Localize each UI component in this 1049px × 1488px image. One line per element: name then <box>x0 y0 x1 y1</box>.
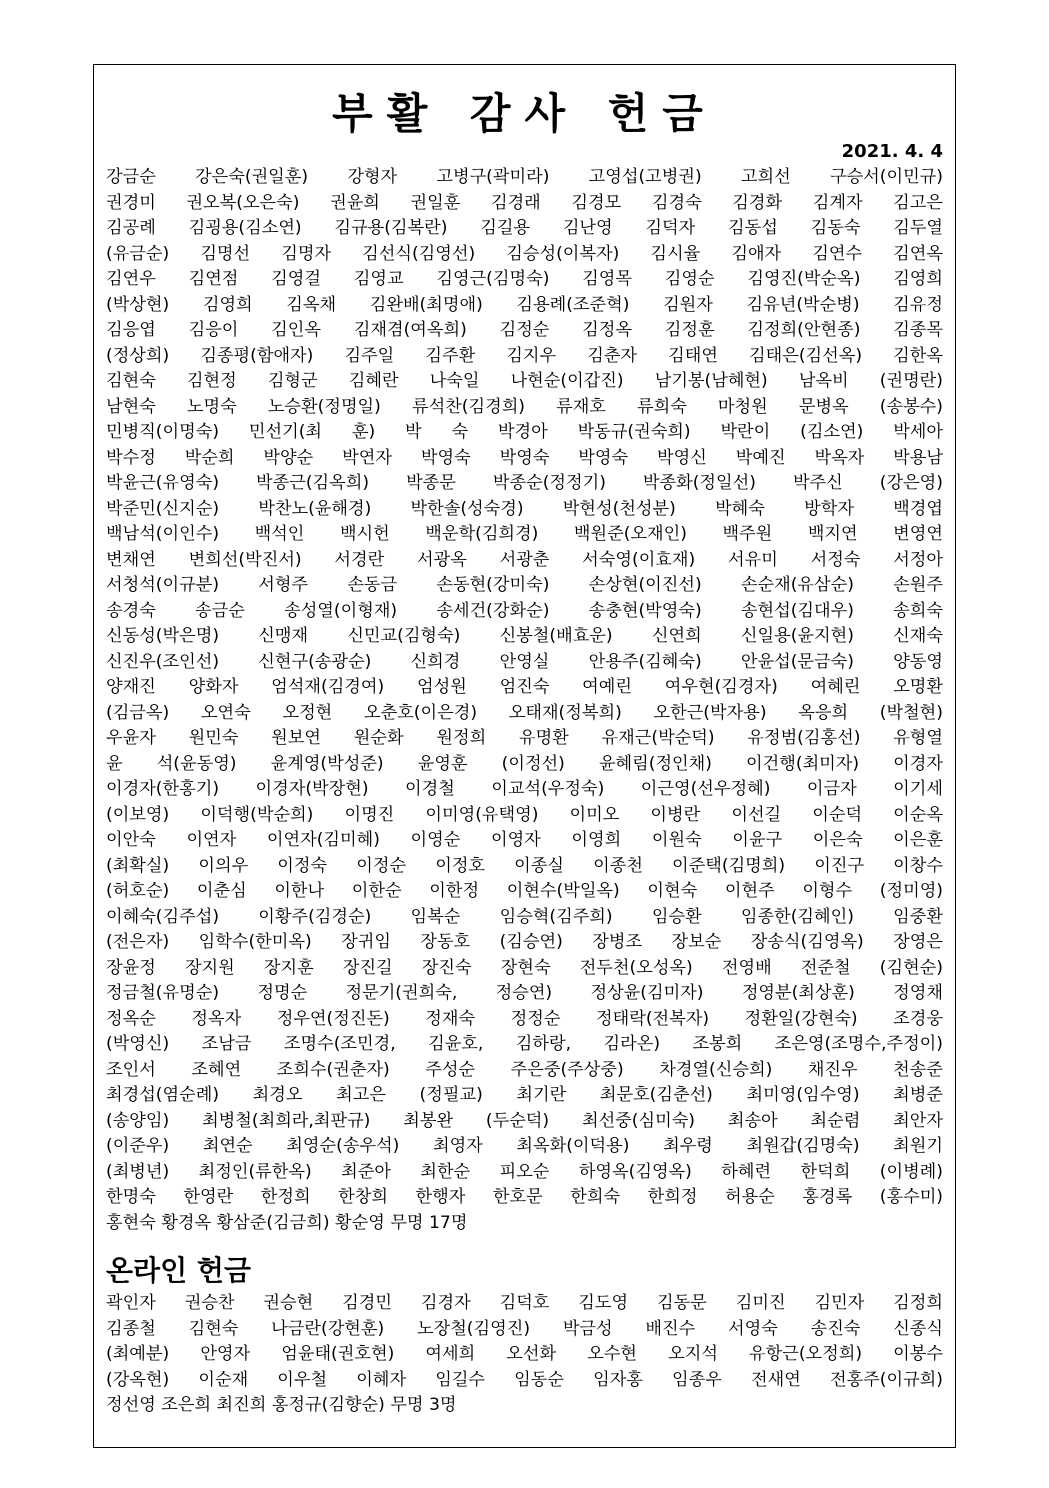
donor-name-line: (허호순) 이춘심 이한나 이한순 이한정 이현수(박일옥) 이현숙 이현주 이형수 (정미영) <box>106 881 943 901</box>
donor-name-line: 남현숙 노명숙 노승환(정명일) 류석찬(김경희) 류재호 류희숙 마청원 문병옥 (송봉수) <box>106 396 943 417</box>
online-donor-name-line: (최예분) 안영자 엄윤태(권호현) 여세희 오선화 오수현 오지석 유항근(오정희) 이봉수 <box>106 1344 943 1364</box>
donor-name-line: 이혜숙(김주섭) 이황주(김경순) 임복순 임승혁(김주희) 임승환 임종한(김혜인) 임중환 <box>106 906 943 927</box>
online-donor-name-line: 김종철 김현숙 나금란(강현훈) 노장철(김영진) 박금성 배진수 서영숙 송진숙 신종식 <box>106 1318 943 1339</box>
donor-name-line: 박수정 박순희 박양순 박연자 박영숙 박영숙 박영숙 박영신 박예진 박옥자 박용남 <box>106 447 943 468</box>
donor-name-line: 정옥순 정옥자 정우연(정진돈) 정재숙 정정순 정태락(전복자) 정환일(강현숙) 조경웅 <box>106 1008 943 1029</box>
online-donor-name-list <box>106 1291 943 1419</box>
donor-name-line: 박윤근(유영숙) 박종근(김옥희) 박종문 박종순(정정기) 박종화(정일선) 박주신 (강은영) <box>106 473 943 493</box>
online-donor-name-line: (강옥현) 이순재 이우철 이혜자 임길수 임동순 임자홍 임종우 전새연 전홍주(이규희) <box>106 1369 943 1390</box>
donor-name-line: (전은자) 임학수(한미옥) 장귀임 장동호 (김승연) 장병조 장보순 장송식(김영옥) 장영은 <box>106 932 943 952</box>
online-offering-heading: 온라인 헌금 <box>106 1254 251 1287</box>
donor-name-line: (박영신) 조남금 조명수(조민경, 김윤호, 김하랑, 김라온) 조봉희 조은영(조명수,주정이) <box>106 1034 943 1054</box>
document-frame <box>93 64 956 1448</box>
donor-name-line: 최경섭(염순례) 최경오 최고은 (정필교) 최기란 최문호(김춘선) 최미영(임수영) 최병준 <box>106 1085 943 1105</box>
donor-name-line: 김공례 김굉용(김소연) 김규용(김복란) 김길용 김난영 김덕자 김동섭 김동숙 김두열 <box>106 218 943 238</box>
donor-name-line: 양재진 양화자 엄석재(김경여) 엄성원 엄진숙 여예린 여우현(김경자) 여혜린 오명환 <box>106 677 943 697</box>
donor-name-line: 이경자(한홍기) 이경자(박장현) 이경철 이교석(우정숙) 이근영(선우정혜) 이금자 이기세 <box>106 779 943 799</box>
online-donor-name-line: 곽인자 권승찬 권승현 김경민 김경자 김덕호 김도영 김동문 김미진 김민자 김정희 <box>106 1293 943 1313</box>
donor-name-line: 장윤정 장지원 장지훈 장진길 장진숙 장현숙 전두천(오성옥) 전영배 전준철 (김현순) <box>106 957 943 978</box>
donor-name-line: 신진우(조인선) 신현구(송광순) 신희경 안영실 안용주(김혜숙) 안윤섭(문금숙) 양동영 <box>106 651 943 672</box>
donor-name-line: (김금옥) 오연숙 오정현 오춘호(이은경) 오태재(정복희) 오한근(박자용) 옥응희 (박철현) <box>106 702 943 723</box>
donor-name-line: 이안숙 이연자 이연자(김미혜) 이영순 이영자 이영희 이원숙 이윤구 이은숙 이은훈 <box>106 830 943 850</box>
donor-name-line: 김응엽 김응이 김인옥 김재겸(여옥희) 김정순 김정옥 김정훈 김정희(안현종) 김종목 <box>106 320 943 340</box>
donor-name-line: 권경미 권오복(오은숙) 권윤희 권일훈 김경래 김경모 김경숙 김경화 김계자 김고은 <box>106 192 943 213</box>
donor-name-line: (유금순) 김명선 김명자 김선식(김영선) 김승성(이복자) 김시율 김애자 김연수 김연옥 <box>106 243 943 264</box>
donor-name-line: 김현숙 김현정 김형군 김혜란 나숙일 나현순(이갑진) 남기봉(남혜현) 남옥비 (권명란) <box>106 371 943 391</box>
donor-name-line: 백남석(이인수) 백석인 백시헌 백운학(김희경) 백원준(오재인) 백주원 백지연 변영연 <box>106 524 943 544</box>
donor-name-line: 신동성(박은명) 신맹재 신민교(김형숙) 신봉철(배효운) 신연희 신일용(윤지현) 신재숙 <box>106 626 943 646</box>
online-donor-name-line: 정선영 조은희 최진희 홍정규(김향순) 무명 3명 <box>106 1395 457 1415</box>
donor-name-line: (박상현) 김영희 김옥채 김완배(최명애) 김용례(조준혁) 김원자 김유년(박순병) 김유정 <box>106 294 943 315</box>
donor-name-line: 강금순 강은숙(권일훈) 강형자 고병구(곽미라) 고영섭(고병권) 고희선 구승서(이민규) <box>106 167 943 187</box>
donor-name-line: 윤 석(윤동영) 윤계영(박성준) 윤영훈 (이정선) 윤혜림(정인채) 이건행(최미자) 이경자 <box>106 753 943 774</box>
page-title: 부활 감사 헌금 <box>332 89 717 138</box>
donor-name-line: (최확실) 이의우 이정숙 이정순 이정호 이종실 이종천 이준택(김명희) 이진구 이창수 <box>106 855 943 876</box>
donor-name-line: 김연우 김연점 김영걸 김영교 김영근(김명숙) 김영목 김영순 김영진(박순옥) 김영희 <box>106 269 943 289</box>
donor-name-line: 우윤자 원민숙 원보연 원순화 원정희 유명환 유재근(박순덕) 유정범(김홍선) 유형열 <box>106 728 943 748</box>
donor-name-line: 홍현숙 황경옥 황삼준(김금희) 황순영 무명 17명 <box>106 1212 468 1233</box>
donor-name-line: 조인서 조혜연 조희수(권춘자) 주성순 주은중(주상중) 차경열(신승희) 채진우 천송준 <box>106 1059 943 1080</box>
donor-name-line: (최병년) 최정인(류한옥) 최준아 최한순 피오순 하영옥(김영옥) 하혜련 한덕희 (이병례) <box>106 1161 943 1182</box>
date-label: 2021. 4. 4 <box>841 141 943 162</box>
donor-name-line: (이보영) 이덕행(박순희) 이명진 이미영(유택영) 이미오 이병란 이선길 이순덕 이순옥 <box>106 804 943 825</box>
donor-name-line: 서청석(이규분) 서형주 손동금 손동현(강미숙) 손상현(이진선) 손순재(유삼순) 손원주 <box>106 575 943 595</box>
donor-name-line: 한명숙 한영란 한정희 한창희 한행자 한호문 한희숙 한희정 허용순 홍경록 (홍수미) <box>106 1187 943 1207</box>
donor-name-line: (이준우) 최연순 최영순(송우석) 최영자 최옥화(이덕용) 최우령 최원갑(김명숙) 최원기 <box>106 1136 943 1156</box>
donor-name-line: 변채연 변희선(박진서) 서경란 서광옥 서광춘 서숙영(이효재) 서유미 서정숙 서정아 <box>106 549 943 570</box>
donor-name-line: 박준민(신지순) 박찬노(윤해경) 박한솔(성숙경) 박현성(천성분) 박혜숙 방학자 백경엽 <box>106 498 943 519</box>
donor-name-line: 민병직(이명숙) 민선기(최 훈) 박 숙 박경아 박동규(권숙희) 박란이 (김소연) 박세아 <box>106 422 943 442</box>
donor-name-line: (정상희) 김종평(함애자) 김주일 김주환 김지우 김춘자 김태연 김태은(김선옥) 김한옥 <box>106 345 943 366</box>
donor-name-line: 송경숙 송금순 송성열(이형재) 송세건(강화순) 송충현(박영숙) 송현섭(김대우) 송희숙 <box>106 600 943 621</box>
donor-name-line: (송양임) 최병철(최희라,최판규) 최봉완 (두순덕) 최선중(심미숙) 최송아 최순렴 최안자 <box>106 1110 943 1131</box>
donor-name-list <box>106 165 943 1236</box>
donor-name-line: 정금철(유명순) 정명순 정문기(권희숙, 정승연) 정상윤(김미자) 정영분(최상훈) 정영채 <box>106 983 943 1003</box>
